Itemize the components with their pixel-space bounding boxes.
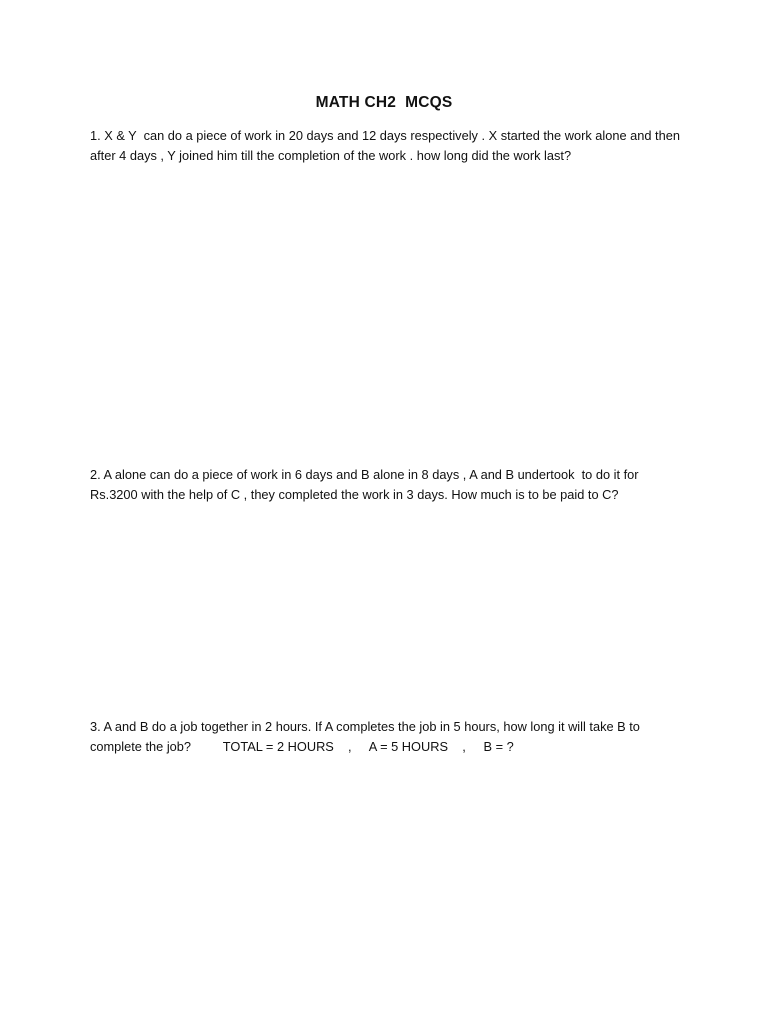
question-2-line-2: Rs.3200 with the help of C , they completed the work in 3 days. How much is to be paid to C? bbox=[90, 486, 619, 502]
question-1 bbox=[90, 126, 690, 165]
question-3-line-2: complete the job? TOTAL = 2 HOURS , A = 5 HOURS , B = ? bbox=[90, 738, 514, 754]
question-3 bbox=[90, 717, 690, 756]
question-1-line-1: 1. X & Y can do a piece of work in 20 days and 12 days respectively . X started the work alone and then bbox=[90, 128, 680, 143]
question-2 bbox=[90, 465, 690, 504]
question-1-line-2: after 4 days , Y joined him till the completion of the work . how long did the work last? bbox=[90, 147, 572, 163]
page-title: MATH CH2 MCQS bbox=[315, 94, 453, 111]
question-3-line-1: 3. A and B do a job together in 2 hours. If A completes the job in 5 hours, how long it will take B to bbox=[90, 719, 640, 734]
question-2-line-1: 2. A alone can do a piece of work in 6 days and B alone in 8 days , A and B undertook to do it for bbox=[90, 467, 639, 482]
